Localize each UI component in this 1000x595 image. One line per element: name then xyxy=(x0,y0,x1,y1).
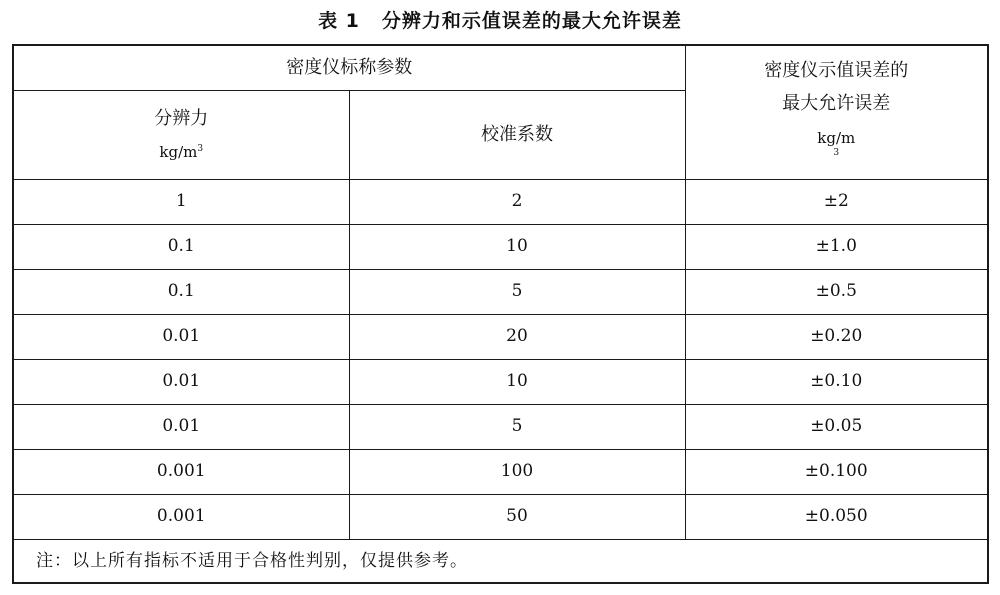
max-error-cell: ±1.0 xyxy=(685,224,988,269)
error-table xyxy=(12,44,989,584)
max-error-header-line1: 密度仪示值误差的 xyxy=(764,59,909,81)
table-row xyxy=(13,494,988,539)
max-error-header-line2: 最大允许误差 xyxy=(782,93,891,115)
table-row xyxy=(13,179,988,224)
table-row xyxy=(13,359,988,404)
table-row xyxy=(13,449,988,494)
max-error-cell: ±0.050 xyxy=(685,494,988,539)
resolution-cell: 0.001 xyxy=(13,449,349,494)
resolution-header xyxy=(13,90,349,179)
max-error-cell: ±0.10 xyxy=(685,359,988,404)
group-header: 密度仪标称参数 xyxy=(13,45,685,90)
coefficient-cell: 100 xyxy=(349,449,685,494)
resolution-cell: 0.1 xyxy=(13,224,349,269)
max-error-cell: ±0.20 xyxy=(685,314,988,359)
max-error-unit: kg/m $^3$ xyxy=(817,128,856,158)
resolution-cell: 1 xyxy=(13,179,349,224)
table-caption: 分辨力和示值误差的最大允许误差 xyxy=(381,10,682,32)
coefficient-cell: 2 xyxy=(349,179,685,224)
coefficient-cell: 20 xyxy=(349,314,685,359)
max-error-cell: ±2 xyxy=(685,179,988,224)
coefficient-cell: 5 xyxy=(349,404,685,449)
coefficient-cell: 50 xyxy=(349,494,685,539)
table-row xyxy=(13,224,988,269)
max-error-cell: ±0.05 xyxy=(685,404,988,449)
table-number: 表 1 xyxy=(318,10,360,32)
table-note: 注：以上所有指标不适用于合格性判别，仅提供参考。 xyxy=(13,539,988,583)
resolution-cell: 0.01 xyxy=(13,314,349,359)
table-row xyxy=(13,314,988,359)
coefficient-cell: 10 xyxy=(349,224,685,269)
max-error-cell: ±0.100 xyxy=(685,449,988,494)
resolution-header-label: 分辨力 xyxy=(154,107,209,129)
max-error-header xyxy=(685,45,988,179)
resolution-unit: $kg/m^3$ xyxy=(159,143,204,162)
resolution-cell: 0.1 xyxy=(13,269,349,314)
calibration-coefficient-header: 校准系数 xyxy=(349,90,685,179)
table-row xyxy=(13,404,988,449)
resolution-cell: 0.01 xyxy=(13,404,349,449)
table-title xyxy=(0,6,1000,33)
resolution-cell: 0.001 xyxy=(13,494,349,539)
max-error-cell: ±0.5 xyxy=(685,269,988,314)
resolution-cell: 0.01 xyxy=(13,359,349,404)
table-row xyxy=(13,269,988,314)
coefficient-cell: 10 xyxy=(349,359,685,404)
coefficient-cell: 5 xyxy=(349,269,685,314)
